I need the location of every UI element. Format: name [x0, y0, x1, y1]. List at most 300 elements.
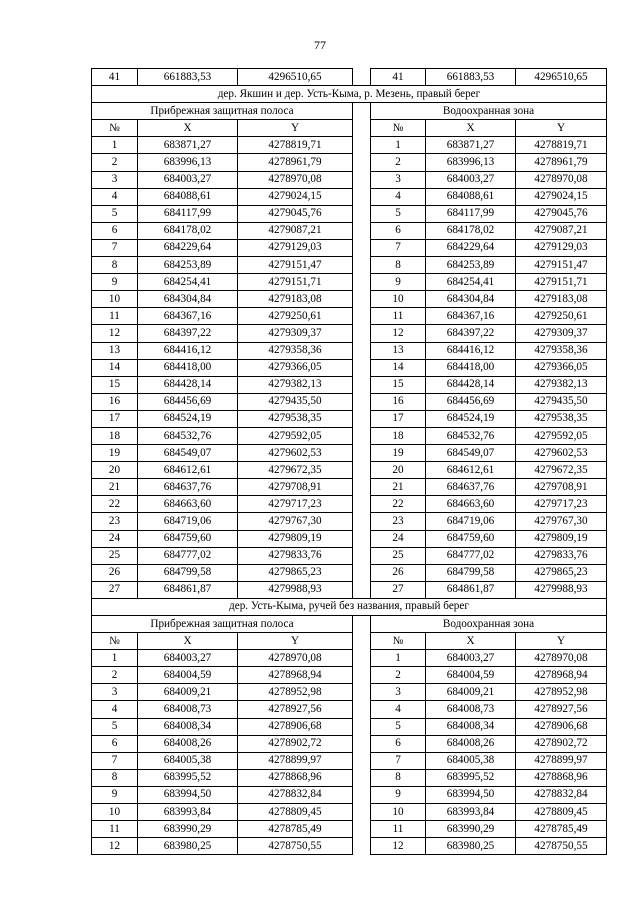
point-number: 14	[92, 359, 138, 376]
coord-y: 4279129,03	[516, 239, 607, 256]
column-gap	[353, 359, 371, 376]
coord-x: 684003,27	[426, 650, 516, 667]
coord-x: 684777,02	[138, 547, 238, 564]
table-row	[92, 188, 607, 205]
point-number: 2	[371, 667, 426, 684]
coord-y: 4278819,71	[238, 137, 353, 154]
section-title: дер. Якшин и дер. Усть-Кыма, р. Мезень, правый берег	[92, 86, 607, 103]
coord-x: 684612,61	[138, 462, 238, 479]
column-gap	[353, 257, 371, 274]
coord-y: 4278785,49	[516, 821, 607, 838]
table-row	[92, 445, 607, 462]
column-gap	[353, 462, 371, 479]
table-row	[92, 752, 607, 769]
coord-y: 4278927,56	[516, 701, 607, 718]
coord-y: 4279045,76	[516, 205, 607, 222]
coord-x: 683993,84	[426, 804, 516, 821]
coord-y: 4278927,56	[238, 701, 353, 718]
table-row	[92, 393, 607, 410]
coord-x: 684549,07	[138, 445, 238, 462]
point-number: 11	[92, 821, 138, 838]
coord-x: 684719,06	[426, 513, 516, 530]
point-number: 8	[92, 257, 138, 274]
coord-x: 684253,89	[426, 257, 516, 274]
coord-y: 4278819,71	[516, 137, 607, 154]
point-number: 4	[371, 701, 426, 718]
table-row	[92, 171, 607, 188]
point-number: 15	[92, 376, 138, 393]
column-gap	[353, 120, 371, 137]
table-row	[92, 291, 607, 308]
coord-y: 4279151,47	[238, 257, 353, 274]
point-number: 24	[92, 530, 138, 547]
point-number: 20	[92, 462, 138, 479]
coord-x: 684799,58	[138, 564, 238, 581]
coord-y: 4278785,49	[238, 821, 353, 838]
column-gap	[353, 804, 371, 821]
coord-y: 4279602,53	[238, 445, 353, 462]
table-row	[92, 513, 607, 530]
coord-y: 4279767,30	[516, 513, 607, 530]
coord-x: 683871,27	[426, 137, 516, 154]
zone-water-protection: Водоохранная зона	[371, 103, 607, 120]
point-number: 1	[371, 650, 426, 667]
coord-x: 684397,22	[138, 325, 238, 342]
point-number: 10	[371, 804, 426, 821]
point-number: 6	[371, 735, 426, 752]
coord-x: 684524,19	[426, 410, 516, 427]
column-gap	[353, 616, 371, 633]
coord-x: 684009,21	[138, 684, 238, 701]
coord-y: 4279988,93	[516, 581, 607, 598]
coord-x: 684456,69	[426, 393, 516, 410]
coord-x: 684663,60	[426, 496, 516, 513]
coord-y: 4278750,55	[238, 838, 353, 855]
point-number: 1	[92, 137, 138, 154]
point-number: 11	[371, 308, 426, 325]
coord-x: 684532,76	[426, 427, 516, 444]
coord-x: 683995,52	[138, 769, 238, 786]
coord-x: 684663,60	[138, 496, 238, 513]
coord-y: 4278970,08	[516, 650, 607, 667]
col-header-number: №	[92, 633, 138, 650]
column-gap	[353, 291, 371, 308]
column-gap	[353, 445, 371, 462]
col-header-number: №	[92, 120, 138, 137]
point-number: 2	[92, 154, 138, 171]
point-number: 6	[92, 222, 138, 239]
column-gap	[353, 650, 371, 667]
coord-y: 4279767,30	[238, 513, 353, 530]
coord-y: 4278809,45	[238, 804, 353, 821]
coord-y: 4278968,94	[516, 667, 607, 684]
coord-x: 684719,06	[138, 513, 238, 530]
coord-x: 684005,38	[138, 752, 238, 769]
coord-y: 4279833,76	[516, 547, 607, 564]
coord-x: 684008,73	[426, 701, 516, 718]
column-gap	[353, 752, 371, 769]
coord-y: 4279309,37	[238, 325, 353, 342]
coord-y: 4279809,19	[238, 530, 353, 547]
point-number: 8	[371, 257, 426, 274]
coord-y: 4279865,23	[238, 564, 353, 581]
table-row	[92, 154, 607, 171]
table-row	[92, 496, 607, 513]
table-row	[92, 701, 607, 718]
col-header-y: Y	[238, 120, 353, 137]
column-gap	[353, 633, 371, 650]
point-number: 41	[371, 69, 426, 86]
point-number: 1	[92, 650, 138, 667]
table-row	[92, 376, 607, 393]
point-number: 26	[371, 564, 426, 581]
point-number: 22	[92, 496, 138, 513]
coord-x: 684117,99	[426, 205, 516, 222]
coord-x: 684088,61	[138, 188, 238, 205]
coord-x: 684253,89	[138, 257, 238, 274]
coord-x: 683980,25	[426, 838, 516, 855]
coord-y: 4278750,55	[516, 838, 607, 855]
coord-x: 684637,76	[138, 479, 238, 496]
coord-y: 4278970,08	[238, 650, 353, 667]
point-number: 7	[371, 239, 426, 256]
coordinates-table-body	[92, 69, 607, 855]
point-number: 25	[92, 547, 138, 564]
column-gap	[353, 308, 371, 325]
table-row	[92, 308, 607, 325]
column-gap	[353, 137, 371, 154]
table-row	[92, 564, 607, 581]
point-number: 5	[371, 205, 426, 222]
col-header-x: X	[138, 120, 238, 137]
point-number: 27	[371, 581, 426, 598]
coord-y: 4279151,71	[516, 274, 607, 291]
col-header-y: Y	[238, 633, 353, 650]
point-number: 2	[371, 154, 426, 171]
coord-y: 4279988,93	[238, 581, 353, 598]
table-row	[92, 137, 607, 154]
coord-x: 684009,21	[426, 684, 516, 701]
coord-y: 4279087,21	[238, 222, 353, 239]
coord-x: 684367,16	[138, 308, 238, 325]
coord-x: 684004,59	[138, 667, 238, 684]
coord-y: 4278970,08	[516, 171, 607, 188]
column-gap	[353, 188, 371, 205]
point-number: 15	[371, 376, 426, 393]
coord-x: 684008,34	[426, 718, 516, 735]
column-gap	[353, 513, 371, 530]
coord-y: 4278906,68	[516, 718, 607, 735]
coord-y: 4278961,79	[238, 154, 353, 171]
coord-y: 4278832,84	[516, 786, 607, 803]
column-gap	[353, 547, 371, 564]
coord-y: 4279672,35	[516, 462, 607, 479]
coord-x: 684004,59	[426, 667, 516, 684]
coord-y: 4279717,23	[516, 496, 607, 513]
coord-x: 683994,50	[426, 786, 516, 803]
point-number: 12	[371, 838, 426, 855]
coord-x: 684008,73	[138, 701, 238, 718]
column-header-row	[92, 633, 607, 650]
coord-x: 684304,84	[138, 291, 238, 308]
zone-header-row	[92, 616, 607, 633]
table-row	[92, 274, 607, 291]
point-number: 8	[371, 769, 426, 786]
coord-x: 684612,61	[426, 462, 516, 479]
point-number: 16	[371, 393, 426, 410]
coord-x: 684418,00	[138, 359, 238, 376]
coord-y: 4279250,61	[238, 308, 353, 325]
column-gap	[353, 69, 371, 86]
table-row	[92, 257, 607, 274]
coord-y: 4279382,13	[238, 376, 353, 393]
point-number: 19	[371, 445, 426, 462]
coord-x: 684456,69	[138, 393, 238, 410]
coord-y: 4279183,08	[516, 291, 607, 308]
point-number: 22	[371, 496, 426, 513]
coord-y: 4278832,84	[238, 786, 353, 803]
coord-x: 684229,64	[138, 239, 238, 256]
coord-y: 4279435,50	[238, 393, 353, 410]
coord-y: 4279366,05	[238, 359, 353, 376]
point-number: 21	[92, 479, 138, 496]
coord-x: 684367,16	[426, 308, 516, 325]
coord-x: 684799,58	[426, 564, 516, 581]
column-gap	[353, 239, 371, 256]
zone-water-protection: Водоохранная зона	[371, 616, 607, 633]
table-row	[92, 735, 607, 752]
coord-x: 683993,84	[138, 804, 238, 821]
column-gap	[353, 325, 371, 342]
column-gap	[353, 838, 371, 855]
table-row	[92, 838, 607, 855]
point-number: 19	[92, 445, 138, 462]
point-number: 27	[92, 581, 138, 598]
column-header-row	[92, 120, 607, 137]
point-number: 5	[371, 718, 426, 735]
coord-x: 684003,27	[138, 650, 238, 667]
point-number: 9	[92, 786, 138, 803]
coord-y: 4279151,47	[516, 257, 607, 274]
coord-x: 683994,50	[138, 786, 238, 803]
coord-y: 4279309,37	[516, 325, 607, 342]
table-row	[92, 821, 607, 838]
point-number: 24	[371, 530, 426, 547]
point-number: 14	[371, 359, 426, 376]
point-number: 41	[92, 69, 138, 86]
coord-y: 4279538,35	[516, 410, 607, 427]
coord-y: 4279151,71	[238, 274, 353, 291]
coord-x: 684178,02	[426, 222, 516, 239]
coord-x: 683871,27	[138, 137, 238, 154]
col-header-x: X	[426, 120, 516, 137]
point-number: 10	[371, 291, 426, 308]
coord-x: 684117,99	[138, 205, 238, 222]
coord-y: 4279366,05	[516, 359, 607, 376]
table-row	[92, 650, 607, 667]
col-header-x: X	[138, 633, 238, 650]
table-row	[92, 769, 607, 786]
table-row	[92, 581, 607, 598]
point-number: 6	[92, 735, 138, 752]
coord-x: 684418,00	[426, 359, 516, 376]
point-number: 18	[92, 427, 138, 444]
table-row	[92, 462, 607, 479]
coord-x: 684005,38	[426, 752, 516, 769]
coord-x: 684254,41	[426, 274, 516, 291]
section-title-row	[92, 86, 607, 103]
column-gap	[353, 581, 371, 598]
coord-x: 684777,02	[426, 547, 516, 564]
table-row	[92, 359, 607, 376]
coord-y: 4279538,35	[238, 410, 353, 427]
coord-y: 4279358,36	[516, 342, 607, 359]
col-header-x: X	[426, 633, 516, 650]
point-number: 11	[371, 821, 426, 838]
column-gap	[353, 684, 371, 701]
column-gap	[353, 769, 371, 786]
column-gap	[353, 735, 371, 752]
point-number: 5	[92, 718, 138, 735]
coord-y: 4279087,21	[516, 222, 607, 239]
coord-y: 4279382,13	[516, 376, 607, 393]
coord-y: 4279024,15	[516, 188, 607, 205]
point-number: 20	[371, 462, 426, 479]
column-gap	[353, 530, 371, 547]
coord-y: 4279129,03	[238, 239, 353, 256]
coord-y: 4278961,79	[516, 154, 607, 171]
table-row	[92, 427, 607, 444]
column-gap	[353, 410, 371, 427]
coord-y: 4279708,91	[516, 479, 607, 496]
column-gap	[353, 701, 371, 718]
column-gap	[353, 274, 371, 291]
coord-y: 4278970,08	[238, 171, 353, 188]
zone-coastal-protective-strip: Прибрежная защитная полоса	[92, 103, 353, 120]
table-row	[92, 205, 607, 222]
point-number: 9	[92, 274, 138, 291]
table-row	[92, 69, 607, 86]
column-gap	[353, 376, 371, 393]
coord-x: 684304,84	[426, 291, 516, 308]
point-number: 12	[371, 325, 426, 342]
point-number: 8	[92, 769, 138, 786]
table-row	[92, 530, 607, 547]
coord-y: 4279250,61	[516, 308, 607, 325]
point-number: 3	[92, 171, 138, 188]
coord-x: 684637,76	[426, 479, 516, 496]
zone-coastal-protective-strip: Прибрежная защитная полоса	[92, 616, 353, 633]
table-row	[92, 804, 607, 821]
col-header-number: №	[371, 120, 426, 137]
coord-y: 4278868,96	[516, 769, 607, 786]
table-row	[92, 410, 607, 427]
coord-x: 684003,27	[138, 171, 238, 188]
column-gap	[353, 342, 371, 359]
point-number: 17	[371, 410, 426, 427]
table-row	[92, 325, 607, 342]
table-row	[92, 684, 607, 701]
coord-x: 684088,61	[426, 188, 516, 205]
column-gap	[353, 667, 371, 684]
coord-y: 4278899,97	[516, 752, 607, 769]
point-number: 3	[371, 171, 426, 188]
column-gap	[353, 171, 371, 188]
coord-y: 4279672,35	[238, 462, 353, 479]
coord-x: 661883,53	[138, 69, 238, 86]
point-number: 10	[92, 804, 138, 821]
coord-x: 684008,26	[426, 735, 516, 752]
coord-x: 683980,25	[138, 838, 238, 855]
point-number: 25	[371, 547, 426, 564]
coord-y: 4278902,72	[516, 735, 607, 752]
coord-x: 684532,76	[138, 427, 238, 444]
column-gap	[353, 479, 371, 496]
coord-y: 4296510,65	[238, 69, 353, 86]
coordinates-table	[91, 68, 607, 855]
point-number: 7	[371, 752, 426, 769]
coord-y: 4278952,98	[238, 684, 353, 701]
coord-y: 4278809,45	[516, 804, 607, 821]
column-gap	[353, 427, 371, 444]
coord-x: 684759,60	[138, 530, 238, 547]
point-number: 26	[92, 564, 138, 581]
point-number: 2	[92, 667, 138, 684]
coord-y: 4279865,23	[516, 564, 607, 581]
point-number: 3	[92, 684, 138, 701]
table-row	[92, 667, 607, 684]
column-gap	[353, 821, 371, 838]
coord-x: 684861,87	[426, 581, 516, 598]
point-number: 11	[92, 308, 138, 325]
coord-y: 4278868,96	[238, 769, 353, 786]
point-number: 4	[92, 188, 138, 205]
column-gap	[353, 393, 371, 410]
zone-header-row	[92, 103, 607, 120]
point-number: 3	[371, 684, 426, 701]
table-row	[92, 479, 607, 496]
point-number: 9	[371, 274, 426, 291]
point-number: 23	[92, 513, 138, 530]
point-number: 13	[371, 342, 426, 359]
section-title: дер. Усть-Кыма, ручей без названия, правый берег	[92, 598, 607, 615]
point-number: 13	[92, 342, 138, 359]
coord-x: 683990,29	[426, 821, 516, 838]
coord-y: 4296510,65	[516, 69, 607, 86]
coord-y: 4279045,76	[238, 205, 353, 222]
coord-x: 661883,53	[426, 69, 516, 86]
point-number: 7	[92, 239, 138, 256]
column-gap	[353, 718, 371, 735]
coord-x: 684003,27	[426, 171, 516, 188]
table-row	[92, 718, 607, 735]
coord-x: 683995,52	[426, 769, 516, 786]
coord-x: 684549,07	[426, 445, 516, 462]
point-number: 10	[92, 291, 138, 308]
coord-y: 4279602,53	[516, 445, 607, 462]
point-number: 21	[371, 479, 426, 496]
point-number: 6	[371, 222, 426, 239]
point-number: 4	[371, 188, 426, 205]
col-header-y: Y	[516, 120, 607, 137]
point-number: 5	[92, 205, 138, 222]
point-number: 23	[371, 513, 426, 530]
point-number: 17	[92, 410, 138, 427]
point-number: 4	[92, 701, 138, 718]
column-gap	[353, 222, 371, 239]
coord-x: 684008,26	[138, 735, 238, 752]
coord-x: 684428,14	[426, 376, 516, 393]
